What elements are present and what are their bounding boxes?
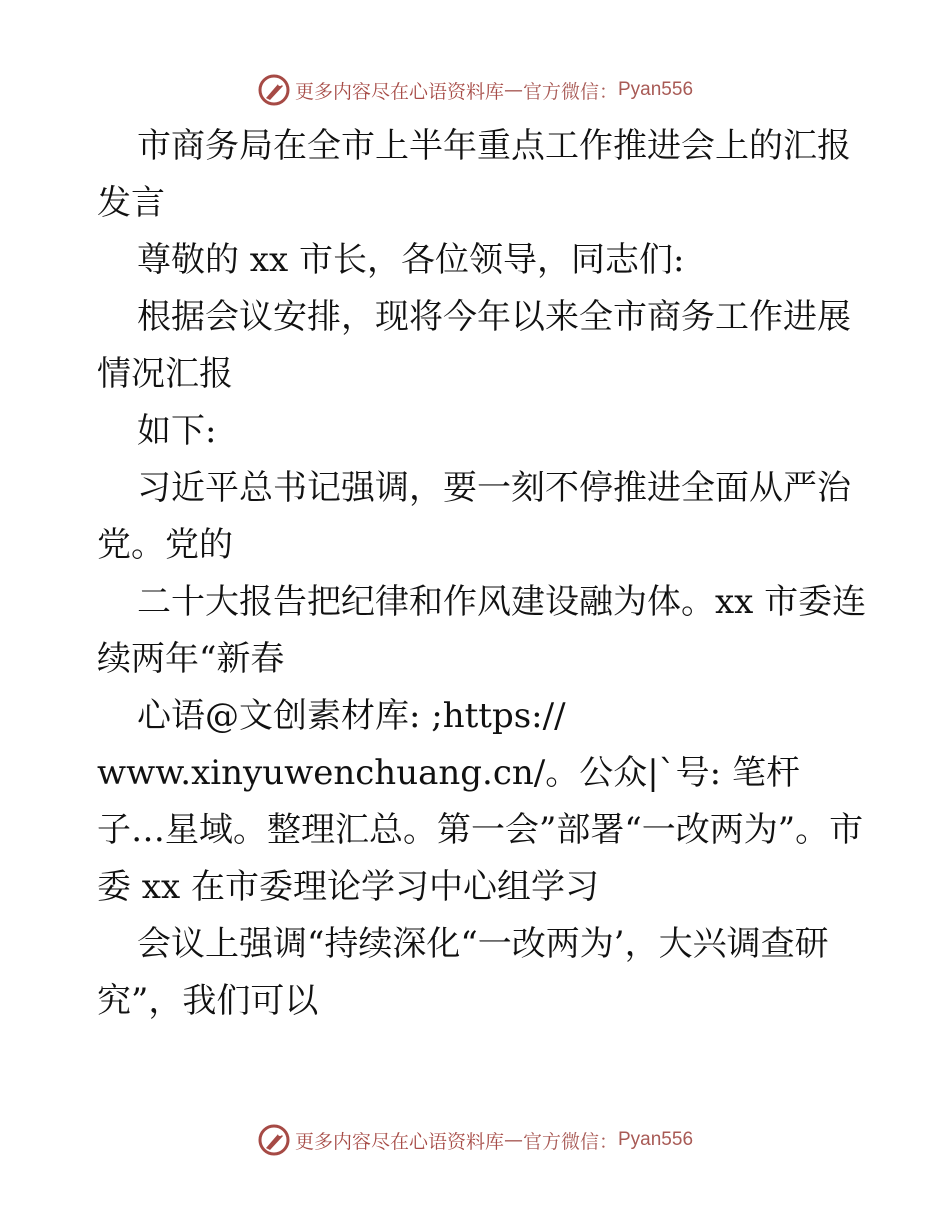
banner-official-label: 官方微信： [522,1130,618,1153]
document-body [97,118,867,1030]
paragraph-title: 市商务局在全市上半年重点工作推进会上的汇报发言 [97,126,851,223]
pen-logo-icon [257,1123,291,1157]
paragraph-body: 二十大报告把纪律和作风建设融为体。xx 市委连续两年“新春 [97,582,867,679]
paragraph-body: 会议上强调“持续深化“一改两为’，大兴调查研究”，我们可以 [97,924,829,1021]
paragraph-watermark-text: 心语@文创素材库: ;https:// [137,696,566,736]
header-banner [0,72,950,108]
banner-wechat-id: Pyan556 [618,1129,694,1150]
footer-banner [0,1122,950,1158]
banner-separator: — [503,1129,523,1151]
pen-logo-icon [257,73,291,107]
banner-brand: 更多内容尽在心语资料库 [294,80,504,103]
banner-brand: 更多内容尽在心语资料库 [294,1130,504,1153]
paragraph-salutation: 尊敬的 xx 市长，各位领导，同志们: [137,240,685,280]
banner-official-label: 官方微信： [522,80,618,103]
banner-separator: — [503,79,523,101]
paragraph-intro: 根据会议安排，现将今年以来全市商务工作进展情况汇报 [97,297,851,394]
paragraph-url-line: www.xinyuwenchuang.cn/。公众|`号: 笔杆子…星域。整理汇总。第一会”部署“一改两为”。市委 xx 在市委理论学习中心组学习 [97,753,864,907]
paragraph-body: 习近平总书记强调，要一刻不停推进全面从严治党。党的 [97,468,851,565]
banner-wechat-id: Pyan556 [618,79,694,100]
paragraph-intro-cont: 如下: [137,411,217,451]
